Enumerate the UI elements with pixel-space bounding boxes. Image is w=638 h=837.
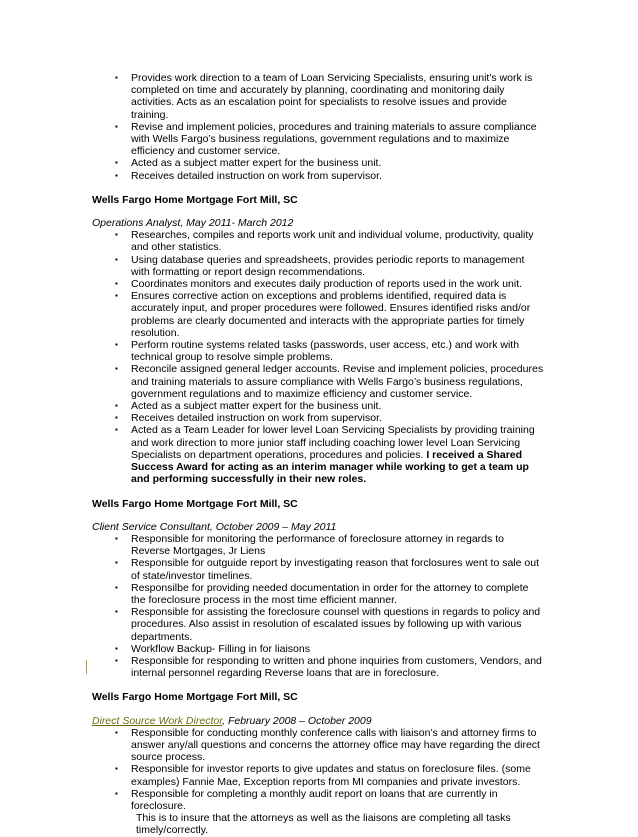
change-marker	[86, 660, 87, 674]
bullet-item: ▪ Responsible for completing a monthly audit report on loans that are currently in foreclosure.	[92, 788, 544, 812]
section3-bullets	[92, 727, 544, 812]
bullet-item: ▪ Responsible for conducting monthly conference calls with liaison’s and attorney firms to answer any/all questions and concerns the attorney office may have regarding the direct source process.	[92, 727, 544, 764]
job-dates: , February 2008 – October 2009	[222, 714, 372, 727]
audit-note: This is to insure that the attorneys as well as the liaisons are completing all tasks timely/correctly.	[136, 812, 511, 837]
bullet-item: ▪ Researches, compiles and reports work unit and individual volume, productivity, quality and other statistics.	[92, 229, 544, 253]
bullet-item: ▪ Acted as a subject matter expert for the business unit.	[92, 400, 544, 412]
job-role	[92, 715, 544, 727]
bullet-text: Acted as a Team Leader for lower level Loan Servicing Specialists by providing training and work direction to more junior staff including coaching lower level Loan Servicing Specialists on department operations, procedures and policies.	[131, 424, 535, 461]
job-role: Operations Analyst, May 2011- March 2012	[92, 217, 294, 230]
bullet-item: ▪ Workflow Backup- Filling in for liaisons	[92, 643, 544, 655]
bullet-item: ▪ Receives detailed instruction on work from supervisor.	[92, 412, 544, 424]
bullet-item: ▪ Responsible for investor reports to give updates and status on foreclosure files. (some examples) Fannie Mae, Exception reports from MI companies and private investors.	[92, 763, 544, 787]
bullet-item: ▪ Responsible for assisting the foreclosure counsel with questions in regards to policy and procedures. Also assist in resolution of escalated issues by following up with various departments.	[92, 606, 544, 643]
bullet-item: ▪ Provides work direction to a team of Loan Servicing Specialists, ensuring unit's work is completed on time and accurately by planning, coordinating and monitoring daily activities. Acts as an escalation point for specialists to resolve issues and provide training.	[92, 72, 544, 121]
bullet-item: ▪ Responsilbe for providing needed documentation in order for the attorney to complete the foreclosure process in the most time efficient manner.	[92, 582, 544, 606]
bullet-item: ▪ Responsible for monitoring the performance of foreclosure attorney in regards to Reverse Mortgages, Jr Liens	[92, 533, 544, 557]
bullet-item: ▪ Perform routine systems related tasks (passwords, user access, etc.) and work with technical group to resolve simple problems.	[92, 339, 544, 363]
company-heading: Wells Fargo Home Mortgage Fort Mill, SC	[92, 497, 298, 510]
bullet-item: ▪ Responsible for outguide report by investigating reason that forclosures went to sale out of state/investor timelines.	[92, 557, 544, 581]
bullet-item-award	[92, 424, 544, 485]
bullet-item: ▪ Receives detailed instruction on work from supervisor.	[92, 170, 544, 182]
award-text: I received a Shared Success Award for acting as an interim manager while working to get a team up and performing successfully in their new roles.	[131, 448, 529, 486]
bullet-item: ▪ Coordinates monitors and executes daily production of reports used in the work unit.	[92, 278, 544, 290]
bullet-item: ▪ Reconcile assigned general ledger accounts. Revise and implement policies, procedures and training materials to assure compliance with Wells Fargo’s business regulations, government regulations and to maximize efficiency and customer service.	[92, 363, 544, 400]
bullet-item: ▪ Acted as a subject matter expert for the business unit.	[92, 157, 544, 169]
job-title-link[interactable]: Direct Source Work Director	[92, 714, 223, 727]
bullet-item: ▪ Revise and implement policies, procedures and training materials to assure compliance with Wells Fargo’s business regulations, government regulations and to maximize efficiency and customer service.	[92, 121, 544, 158]
resume-content	[92, 72, 544, 837]
section0-bullets	[92, 72, 544, 182]
bullet-item: ▪ Ensures corrective action on exceptions and problems identified, required data is accurately input, and proper procedures were followed. Ensures identified risks and/or problems are clearly documented and interacts with the appropriate parties for timely resolution.	[92, 290, 544, 339]
company-heading: Wells Fargo Home Mortgage Fort Mill, SC	[92, 193, 298, 206]
section1-bullets	[92, 229, 544, 485]
bullet-item: ▪ Responsible for responding to written and phone inquiries from customers, Vendors, and internal personnel regarding Reverse loans that are in foreclosure.	[92, 655, 544, 679]
bullet-item: ▪ Using database queries and spreadsheets, provides periodic reports to management with formatting or report design recommendations.	[92, 254, 544, 278]
company-heading: Wells Fargo Home Mortgage Fort Mill, SC	[92, 691, 298, 704]
section2-bullets	[92, 533, 544, 679]
job-role: Client Service Consultant, October 2009 – May 2011	[92, 520, 337, 533]
